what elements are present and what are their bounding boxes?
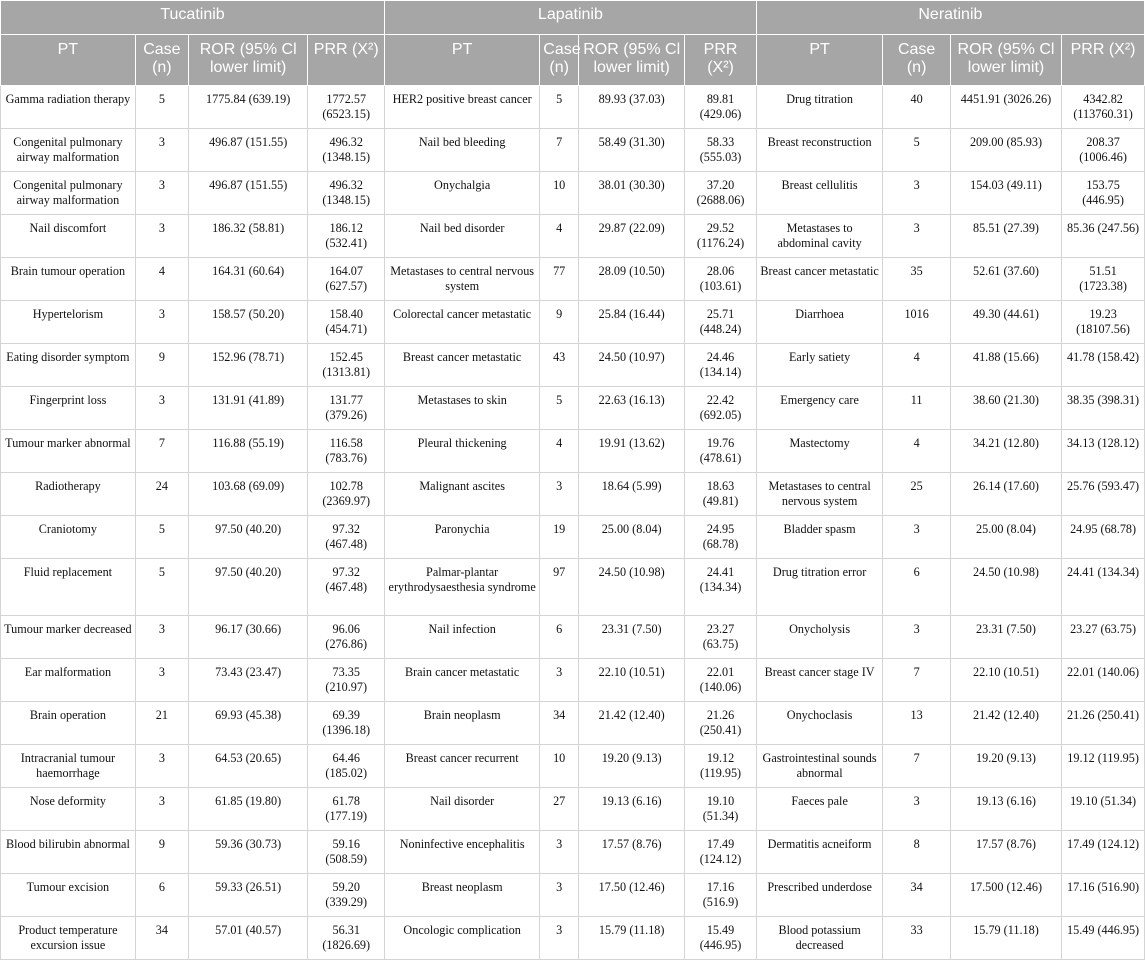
cell-case: 24 [135, 473, 188, 516]
cell-ror: 24.50 (10.98) [579, 559, 685, 616]
cell-ror: 22.63 (16.13) [579, 387, 685, 430]
cell-pt: Noninfective encephalitis [385, 831, 540, 874]
table-row [1, 874, 1145, 917]
cell-prr: 69.39 (1396.18) [308, 702, 385, 745]
cell-ror: 4451.91 (3026.26) [950, 86, 1061, 129]
cell-ror: 164.31 (60.64) [188, 258, 308, 301]
cell-prr: 19.76 (478.61) [685, 430, 757, 473]
cell-pt: Nail infection [385, 616, 540, 659]
cell-ror: 15.79 (11.18) [950, 917, 1061, 960]
cell-pt: Early satiety [756, 344, 883, 387]
cell-prr: 58.33 (555.03) [685, 129, 757, 172]
cell-pt: Mastectomy [756, 430, 883, 473]
cell-ror: 158.57 (50.20) [188, 301, 308, 344]
cell-prr: 41.78 (158.42) [1062, 344, 1145, 387]
cell-case: 3 [883, 215, 950, 258]
cell-pt: Metastases to central nervous system [756, 473, 883, 516]
cell-pt: Brain operation [1, 702, 136, 745]
cell-ror: 17.500 (12.46) [950, 874, 1061, 917]
cell-prr: 17.16 (516.9) [685, 874, 757, 917]
cell-ror: 19.13 (6.16) [950, 788, 1061, 831]
cell-prr: 85.36 (247.56) [1062, 215, 1145, 258]
cell-prr: 29.52 (1176.24) [685, 215, 757, 258]
cell-case: 9 [135, 831, 188, 874]
cell-prr: 61.78 (177.19) [308, 788, 385, 831]
cell-ror: 131.91 (41.89) [188, 387, 308, 430]
cell-ror: 21.42 (12.40) [579, 702, 685, 745]
col-header-ror: ROR (95% Cl lower limit) [579, 35, 685, 86]
cell-ror: 64.53 (20.65) [188, 745, 308, 788]
cell-pt: Onychalgia [385, 172, 540, 215]
cell-case: 5 [135, 86, 188, 129]
table-row [1, 86, 1145, 129]
cell-prr: 28.06 (103.61) [685, 258, 757, 301]
cell-prr: 24.41 (134.34) [685, 559, 757, 616]
cell-case: 19 [540, 516, 579, 559]
cell-prr: 23.27 (63.75) [685, 616, 757, 659]
cell-ror: 19.13 (6.16) [579, 788, 685, 831]
cell-pt: Blood potassium decreased [756, 917, 883, 960]
column-header-row [1, 35, 1145, 86]
col-header-prr: PRR (X²) [308, 35, 385, 86]
cell-prr: 51.51 (1723.38) [1062, 258, 1145, 301]
cell-case: 9 [135, 344, 188, 387]
cell-prr: 89.81 (429.06) [685, 86, 757, 129]
cell-ror: 57.01 (40.57) [188, 917, 308, 960]
table-row [1, 788, 1145, 831]
cell-case: 7 [883, 745, 950, 788]
cell-case: 34 [883, 874, 950, 917]
cell-pt: Nose deformity [1, 788, 136, 831]
cell-pt: Nail discomfort [1, 215, 136, 258]
cell-prr: 19.23 (18107.56) [1062, 301, 1145, 344]
table-row [1, 473, 1145, 516]
cell-pt: Malignant ascites [385, 473, 540, 516]
cell-prr: 19.10 (51.34) [685, 788, 757, 831]
drug-header-row [1, 1, 1145, 35]
cell-prr: 25.76 (593.47) [1062, 473, 1145, 516]
cell-pt: Nail bed bleeding [385, 129, 540, 172]
cell-ror: 19.20 (9.13) [579, 745, 685, 788]
cell-prr: 22.42 (692.05) [685, 387, 757, 430]
cell-case: 3 [135, 215, 188, 258]
cell-pt: Tumour marker decreased [1, 616, 136, 659]
cell-case: 3 [135, 172, 188, 215]
cell-ror: 61.85 (19.80) [188, 788, 308, 831]
cell-ror: 154.03 (49.11) [950, 172, 1061, 215]
cell-case: 97 [540, 559, 579, 616]
cell-ror: 25.84 (16.44) [579, 301, 685, 344]
cell-pt: Hypertelorism [1, 301, 136, 344]
cell-pt: Intracranial tumour haemorrhage [1, 745, 136, 788]
cell-case: 4 [540, 215, 579, 258]
cell-case: 3 [135, 616, 188, 659]
cell-pt: Tumour excision [1, 874, 136, 917]
cell-pt: Breast neoplasm [385, 874, 540, 917]
cell-case: 3 [883, 788, 950, 831]
cell-pt: Fingerprint loss [1, 387, 136, 430]
cell-case: 40 [883, 86, 950, 129]
cell-ror: 22.10 (10.51) [579, 659, 685, 702]
cell-prr: 164.07 (627.57) [308, 258, 385, 301]
cell-case: 10 [540, 172, 579, 215]
table-row [1, 215, 1145, 258]
col-header-pt: PT [385, 35, 540, 86]
cell-ror: 89.93 (37.03) [579, 86, 685, 129]
cell-case: 4 [883, 430, 950, 473]
cell-prr: 17.49 (124.12) [1062, 831, 1145, 874]
cell-prr: 19.10 (51.34) [1062, 788, 1145, 831]
table-row [1, 917, 1145, 960]
cell-pt: Breast cellulitis [756, 172, 883, 215]
cell-case: 3 [135, 129, 188, 172]
cell-ror: 186.32 (58.81) [188, 215, 308, 258]
cell-ror: 15.79 (11.18) [579, 917, 685, 960]
cell-ror: 34.21 (12.80) [950, 430, 1061, 473]
cell-prr: 19.12 (119.95) [685, 745, 757, 788]
cell-prr: 24.46 (134.14) [685, 344, 757, 387]
cell-prr: 15.49 (446.95) [1062, 917, 1145, 960]
cell-prr: 97.32 (467.48) [308, 559, 385, 616]
cell-case: 3 [135, 745, 188, 788]
cell-prr: 116.58 (783.76) [308, 430, 385, 473]
cell-ror: 49.30 (44.61) [950, 301, 1061, 344]
drug-header: Neratinib [756, 1, 1144, 35]
cell-prr: 21.26 (250.41) [685, 702, 757, 745]
cell-prr: 37.20 (2688.06) [685, 172, 757, 215]
cell-case: 10 [540, 745, 579, 788]
table-row [1, 258, 1145, 301]
cell-pt: Brain cancer metastatic [385, 659, 540, 702]
cell-pt: Oncologic complication [385, 917, 540, 960]
cell-ror: 152.96 (78.71) [188, 344, 308, 387]
cell-case: 5 [540, 86, 579, 129]
cell-pt: Fluid replacement [1, 559, 136, 616]
col-header-case: Case (n) [540, 35, 579, 86]
table-row [1, 516, 1145, 559]
cell-pt: Craniotomy [1, 516, 136, 559]
col-header-case: Case (n) [883, 35, 950, 86]
cell-pt: Breast cancer metastatic [756, 258, 883, 301]
cell-prr: 23.27 (63.75) [1062, 616, 1145, 659]
cell-pt: Metastases to central nervous system [385, 258, 540, 301]
cell-ror: 59.36 (30.73) [188, 831, 308, 874]
cell-prr: 1772.57 (6523.15) [308, 86, 385, 129]
cell-prr: 24.41 (134.34) [1062, 559, 1145, 616]
cell-case: 4 [135, 258, 188, 301]
cell-case: 7 [883, 659, 950, 702]
cell-prr: 64.46 (185.02) [308, 745, 385, 788]
col-header-prr: PRR (X²) [685, 35, 757, 86]
cell-prr: 59.16 (508.59) [308, 831, 385, 874]
cell-prr: 56.31 (1826.69) [308, 917, 385, 960]
cell-case: 3 [540, 874, 579, 917]
cell-ror: 24.50 (10.97) [579, 344, 685, 387]
cell-prr: 15.49 (446.95) [685, 917, 757, 960]
col-header-ror: ROR (95% Cl lower limit) [950, 35, 1061, 86]
cell-pt: Prescribed underdose [756, 874, 883, 917]
drug-header: Tucatinib [1, 1, 385, 35]
cell-case: 7 [135, 430, 188, 473]
cell-pt: Drug titration error [756, 559, 883, 616]
cell-prr: 17.16 (516.90) [1062, 874, 1145, 917]
cell-case: 3 [883, 616, 950, 659]
col-header-prr: PRR (X²) [1062, 35, 1145, 86]
cell-case: 5 [883, 129, 950, 172]
cell-ror: 496.87 (151.55) [188, 172, 308, 215]
cell-prr: 496.32 (1348.15) [308, 129, 385, 172]
cell-ror: 25.00 (8.04) [579, 516, 685, 559]
cell-prr: 158.40 (454.71) [308, 301, 385, 344]
cell-case: 3 [540, 473, 579, 516]
cell-case: 3 [883, 172, 950, 215]
cell-pt: Colorectal cancer metastatic [385, 301, 540, 344]
cell-case: 6 [540, 616, 579, 659]
cell-pt: Eating disorder symptom [1, 344, 136, 387]
table-row [1, 344, 1145, 387]
table-row [1, 702, 1145, 745]
table-row [1, 659, 1145, 702]
cell-ror: 17.57 (8.76) [579, 831, 685, 874]
cell-pt: Congenital pulmonary airway malformation [1, 129, 136, 172]
cell-ror: 103.68 (69.09) [188, 473, 308, 516]
table-row [1, 129, 1145, 172]
cell-ror: 23.31 (7.50) [579, 616, 685, 659]
table-row [1, 172, 1145, 215]
cell-pt: Dermatitis acneiform [756, 831, 883, 874]
cell-case: 5 [540, 387, 579, 430]
cell-ror: 1775.84 (639.19) [188, 86, 308, 129]
table-row [1, 430, 1145, 473]
cell-case: 7 [540, 129, 579, 172]
cell-ror: 59.33 (26.51) [188, 874, 308, 917]
cell-prr: 496.32 (1348.15) [308, 172, 385, 215]
cell-ror: 29.87 (22.09) [579, 215, 685, 258]
cell-pt: Bladder spasm [756, 516, 883, 559]
cell-pt: Metastases to skin [385, 387, 540, 430]
cell-prr: 152.45 (1313.81) [308, 344, 385, 387]
cell-prr: 25.71 (448.24) [685, 301, 757, 344]
drug-header: Lapatinib [385, 1, 757, 35]
cell-pt: Breast reconstruction [756, 129, 883, 172]
cell-ror: 73.43 (23.47) [188, 659, 308, 702]
cell-case: 3 [135, 659, 188, 702]
cell-ror: 38.60 (21.30) [950, 387, 1061, 430]
cell-case: 3 [540, 831, 579, 874]
col-header-pt: PT [1, 35, 136, 86]
table-row [1, 301, 1145, 344]
cell-case: 34 [540, 702, 579, 745]
cell-ror: 23.31 (7.50) [950, 616, 1061, 659]
cell-pt: Metastases to abdominal cavity [756, 215, 883, 258]
table-row [1, 616, 1145, 659]
cell-pt: Brain tumour operation [1, 258, 136, 301]
cell-prr: 59.20 (339.29) [308, 874, 385, 917]
cell-pt: Blood bilirubin abnormal [1, 831, 136, 874]
col-header-pt: PT [756, 35, 883, 86]
cell-case: 35 [883, 258, 950, 301]
cell-case: 3 [883, 516, 950, 559]
cell-ror: 17.57 (8.76) [950, 831, 1061, 874]
cell-prr: 24.95 (68.78) [685, 516, 757, 559]
cell-pt: Paronychia [385, 516, 540, 559]
cell-prr: 17.49 (124.12) [685, 831, 757, 874]
cell-ror: 52.61 (37.60) [950, 258, 1061, 301]
cell-ror: 96.17 (30.66) [188, 616, 308, 659]
cell-case: 8 [883, 831, 950, 874]
cell-pt: Emergency care [756, 387, 883, 430]
cell-case: 27 [540, 788, 579, 831]
cell-pt: Brain neoplasm [385, 702, 540, 745]
cell-ror: 41.88 (15.66) [950, 344, 1061, 387]
cell-case: 25 [883, 473, 950, 516]
cell-ror: 209.00 (85.93) [950, 129, 1061, 172]
cell-case: 34 [135, 917, 188, 960]
cell-case: 9 [540, 301, 579, 344]
cell-case: 3 [135, 301, 188, 344]
cell-ror: 25.00 (8.04) [950, 516, 1061, 559]
cell-case: 3 [540, 917, 579, 960]
cell-case: 13 [883, 702, 950, 745]
cell-ror: 97.50 (40.20) [188, 516, 308, 559]
cell-ror: 19.91 (13.62) [579, 430, 685, 473]
cell-case: 77 [540, 258, 579, 301]
table-row [1, 745, 1145, 788]
cell-ror: 22.10 (10.51) [950, 659, 1061, 702]
cell-pt: Ear malformation [1, 659, 136, 702]
cell-ror: 19.20 (9.13) [950, 745, 1061, 788]
cell-case: 3 [135, 788, 188, 831]
cell-prr: 131.77 (379.26) [308, 387, 385, 430]
cell-prr: 186.12 (532.41) [308, 215, 385, 258]
cell-pt: Pleural thickening [385, 430, 540, 473]
cell-prr: 102.78 (2369.97) [308, 473, 385, 516]
cell-ror: 85.51 (27.39) [950, 215, 1061, 258]
cell-ror: 116.88 (55.19) [188, 430, 308, 473]
cell-case: 33 [883, 917, 950, 960]
cell-prr: 97.32 (467.48) [308, 516, 385, 559]
table-row [1, 387, 1145, 430]
cell-ror: 26.14 (17.60) [950, 473, 1061, 516]
cell-ror: 58.49 (31.30) [579, 129, 685, 172]
col-header-case: Case (n) [135, 35, 188, 86]
cell-pt: Nail bed disorder [385, 215, 540, 258]
cell-pt: Radiotherapy [1, 473, 136, 516]
cell-prr: 208.37 (1006.46) [1062, 129, 1145, 172]
cell-prr: 19.12 (119.95) [1062, 745, 1145, 788]
cell-ror: 97.50 (40.20) [188, 559, 308, 616]
cell-pt: Nail disorder [385, 788, 540, 831]
cell-case: 11 [883, 387, 950, 430]
cell-prr: 96.06 (276.86) [308, 616, 385, 659]
cell-case: 4 [540, 430, 579, 473]
cell-case: 3 [135, 387, 188, 430]
table-row [1, 559, 1145, 616]
cell-ror: 69.93 (45.38) [188, 702, 308, 745]
cell-ror: 496.87 (151.55) [188, 129, 308, 172]
cell-prr: 18.63 (49.81) [685, 473, 757, 516]
cell-case: 21 [135, 702, 188, 745]
cell-case: 5 [135, 516, 188, 559]
cell-prr: 38.35 (398.31) [1062, 387, 1145, 430]
cell-pt: HER2 positive breast cancer [385, 86, 540, 129]
cell-pt: Breast cancer stage IV [756, 659, 883, 702]
cell-pt: Onychoclasis [756, 702, 883, 745]
cell-pt: Product temperature excursion issue [1, 917, 136, 960]
cell-prr: 22.01 (140.06) [685, 659, 757, 702]
cell-pt: Palmar-plantar erythrodysaesthesia syndrome [385, 559, 540, 616]
cell-prr: 22.01 (140.06) [1062, 659, 1145, 702]
cell-ror: 21.42 (12.40) [950, 702, 1061, 745]
cell-pt: Breast cancer recurrent [385, 745, 540, 788]
cell-pt: Diarrhoea [756, 301, 883, 344]
cell-prr: 21.26 (250.41) [1062, 702, 1145, 745]
cell-pt: Tumour marker abnormal [1, 430, 136, 473]
cell-prr: 73.35 (210.97) [308, 659, 385, 702]
cell-ror: 28.09 (10.50) [579, 258, 685, 301]
cell-ror: 18.64 (5.99) [579, 473, 685, 516]
cell-prr: 153.75 (446.95) [1062, 172, 1145, 215]
cell-ror: 17.50 (12.46) [579, 874, 685, 917]
cell-pt: Gamma radiation therapy [1, 86, 136, 129]
cell-prr: 4342.82 (113760.31) [1062, 86, 1145, 129]
cell-pt: Congenital pulmonary airway malformation [1, 172, 136, 215]
cell-ror: 38.01 (30.30) [579, 172, 685, 215]
col-header-ror: ROR (95% Cl lower limit) [188, 35, 308, 86]
cell-case: 43 [540, 344, 579, 387]
cell-pt: Gastrointestinal sounds abnormal [756, 745, 883, 788]
cell-prr: 24.95 (68.78) [1062, 516, 1145, 559]
cell-case: 6 [135, 874, 188, 917]
cell-case: 1016 [883, 301, 950, 344]
cell-pt: Faeces pale [756, 788, 883, 831]
cell-pt: Drug titration [756, 86, 883, 129]
cell-case: 4 [883, 344, 950, 387]
cell-case: 6 [883, 559, 950, 616]
cell-pt: Breast cancer metastatic [385, 344, 540, 387]
cell-pt: Onycholysis [756, 616, 883, 659]
cell-case: 5 [135, 559, 188, 616]
table-body [1, 86, 1145, 960]
cell-prr: 34.13 (128.12) [1062, 430, 1145, 473]
cell-case: 3 [540, 659, 579, 702]
cell-ror: 24.50 (10.98) [950, 559, 1061, 616]
table-row [1, 831, 1145, 874]
